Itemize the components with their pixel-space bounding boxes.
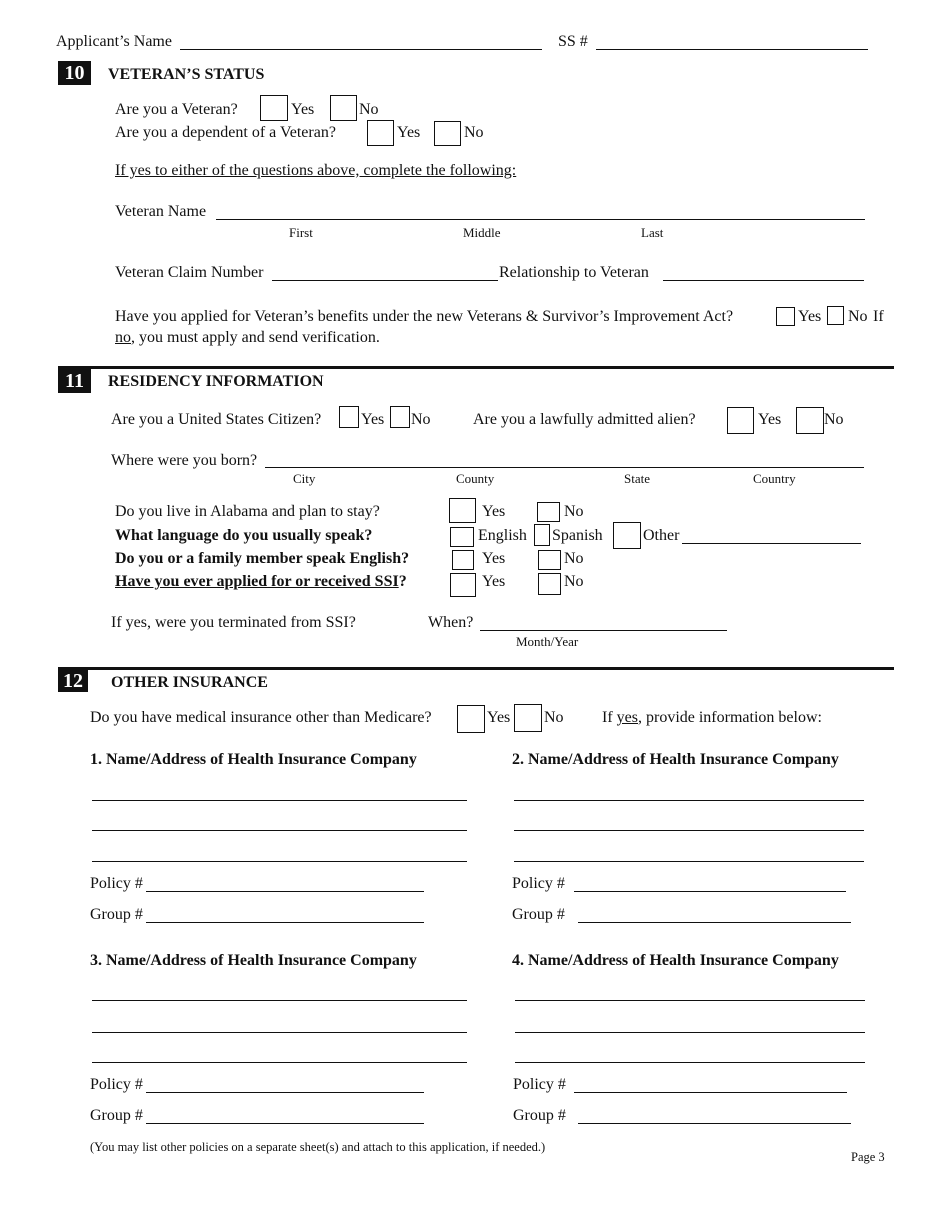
section-12-rule [58,667,894,670]
family-english-yes-label: Yes [482,550,506,567]
benefits-no-checkbox[interactable] [827,306,844,325]
family-english-yes-checkbox[interactable] [452,550,474,570]
born-field[interactable] [265,467,864,468]
company-1-group-field[interactable] [146,922,424,923]
alien-yes-checkbox[interactable] [727,407,754,434]
company-3-group-label: Group # [90,1107,143,1124]
alabama-question: Do you live in Alabama and plan to stay? [115,503,380,520]
family-english-no-label: No [564,550,584,567]
dependent-yes-checkbox[interactable] [367,120,394,146]
company-4-policy-field[interactable] [574,1092,847,1093]
company-2-group-field[interactable] [578,922,851,923]
insurance-no-checkbox[interactable] [514,704,542,732]
company-3-heading: 3. Name/Address of Health Insurance Company [90,952,417,969]
benefits-yes-label: Yes [798,308,822,325]
applicant-name-field[interactable] [180,49,542,50]
alabama-yes-label: Yes [482,503,506,520]
claim-number-label: Veteran Claim Number [115,264,264,281]
section-11-rule [58,366,894,369]
dependent-no-checkbox[interactable] [434,121,461,146]
company-2-policy-field[interactable] [574,891,846,892]
section-11-title: RESIDENCY INFORMATION [108,373,324,390]
citizen-yes-checkbox[interactable] [339,406,359,428]
company-1-line-2[interactable] [92,830,467,831]
citizen-question: Are you a United States Citizen? [111,411,322,428]
company-4-group-label: Group # [513,1107,566,1124]
footnote: (You may list other policies on a separate sheet(s) and attach to this application, if needed.) [90,1140,546,1154]
insurance-if-text: If [602,709,613,726]
veteran-last-caption: Last [641,225,664,240]
born-label: Where were you born? [111,452,258,469]
company-2-heading: 2. Name/Address of Health Insurance Company [512,751,839,768]
family-english-question: Do you or a family member speak English? [115,550,410,567]
english-label: English [478,527,527,544]
company-4-group-field[interactable] [578,1123,851,1124]
company-2-line-1[interactable] [514,800,864,801]
benefits-verification-text [115,330,380,346]
other-language-label: Other [643,527,680,544]
claim-number-field[interactable] [272,280,498,281]
company-4-policy-label: Policy # [513,1076,566,1093]
dependent-yes-label: Yes [397,124,421,141]
ssi-yes-label: Yes [482,573,506,590]
veteran-name-label: Veteran Name [115,203,207,220]
insurance-instruction [602,710,822,726]
company-4-line-2[interactable] [515,1032,865,1033]
company-1-line-3[interactable] [92,861,467,862]
company-2-line-3[interactable] [514,861,864,862]
ssi-question-mark: ? [398,573,407,590]
month-year-caption: Month/Year [516,634,579,649]
when-label: When? [428,614,474,631]
alabama-yes-checkbox[interactable] [449,498,476,523]
relationship-field[interactable] [663,280,864,281]
alien-no-label: No [824,411,844,428]
dependent-no-label: No [464,124,484,141]
veteran-instruction: If yes to either of the questions above, complete the following: [115,162,517,179]
ssi-no-checkbox[interactable] [538,573,561,595]
company-1-group-label: Group # [90,906,143,923]
company-3-line-2[interactable] [92,1032,467,1033]
veteran-question: Are you a Veteran? [115,101,238,118]
when-field[interactable] [480,630,727,631]
ss-label: SS # [558,33,588,50]
insurance-no-label: No [544,709,564,726]
spanish-label: Spanish [552,527,603,544]
company-3-group-field[interactable] [146,1123,424,1124]
dependent-question: Are you a dependent of a Veteran? [115,124,336,141]
english-checkbox[interactable] [450,527,474,547]
citizen-yes-label: Yes [361,411,385,428]
company-2-policy-label: Policy # [512,875,565,892]
section-11-number: 11 [58,369,91,393]
language-question: What language do you usually speak? [115,527,373,544]
born-city-caption: City [293,471,316,486]
alien-yes-label: Yes [758,411,782,428]
citizen-no-label: No [411,411,431,428]
veteran-yes-label: Yes [291,101,315,118]
company-3-line-3[interactable] [92,1062,467,1063]
section-10-number: 10 [58,61,91,85]
company-3-policy-label: Policy # [90,1076,143,1093]
alabama-no-checkbox[interactable] [537,502,560,522]
veteran-no-label: No [359,101,379,118]
company-2-line-2[interactable] [514,830,864,831]
benefits-tail: , you must apply and send verification. [131,329,380,346]
company-2-group-label: Group # [512,906,565,923]
page-number: Page 3 [851,1150,885,1164]
company-1-line-1[interactable] [92,800,467,801]
other-language-field[interactable] [682,543,861,544]
other-language-checkbox[interactable] [613,522,641,549]
section-12-title: OTHER INSURANCE [111,674,268,691]
insurance-yes-word: yes [616,709,638,726]
company-1-heading: 1. Name/Address of Health Insurance Company [90,751,417,768]
insurance-provide-text: , provide information below: [637,709,822,726]
born-county-caption: County [456,471,495,486]
benefits-question: Have you applied for Veteran’s benefits under the new Veterans & Survivor’s Improvement Act? [115,308,734,325]
born-country-caption: Country [753,471,796,486]
veteran-no-checkbox[interactable] [330,95,357,121]
benefits-no-word: no [115,329,131,346]
terminated-question: If yes, were you terminated from SSI? [111,614,356,631]
relationship-label: Relationship to Veteran [499,264,649,281]
applicant-name-label: Applicant’s Name [56,33,172,50]
ss-field[interactable] [596,49,868,50]
spanish-checkbox[interactable] [534,524,550,546]
ssi-question-text: Have you ever applied for or received SSI [115,573,399,590]
veteran-first-caption: First [289,225,313,240]
insurance-yes-checkbox[interactable] [457,705,485,733]
company-1-policy-label: Policy # [90,875,143,892]
company-3-policy-field[interactable] [146,1092,424,1093]
benefits-if-text: If [873,308,884,325]
alabama-no-label: No [564,503,584,520]
veteran-yes-checkbox[interactable] [260,95,288,121]
veteran-name-field[interactable] [216,219,865,220]
section-12-number: 12 [58,670,88,692]
alien-no-checkbox[interactable] [796,407,824,434]
company-4-heading: 4. Name/Address of Health Insurance Company [512,952,839,969]
ssi-yes-checkbox[interactable] [450,573,476,597]
benefits-yes-checkbox[interactable] [776,307,795,326]
section-10-title: VETERAN’S STATUS [108,66,265,83]
company-4-line-1[interactable] [515,1000,865,1001]
company-4-line-3[interactable] [515,1062,865,1063]
born-state-caption: State [624,471,650,486]
veteran-middle-caption: Middle [463,225,501,240]
company-3-line-1[interactable] [92,1000,467,1001]
benefits-no-label: No [848,308,868,325]
insurance-question: Do you have medical insurance other than Medicare? [90,709,432,726]
citizen-no-checkbox[interactable] [390,406,410,428]
family-english-no-checkbox[interactable] [538,550,561,570]
company-1-policy-field[interactable] [146,891,424,892]
insurance-yes-label: Yes [487,709,511,726]
ssi-question [115,574,407,590]
ssi-no-label: No [564,573,584,590]
alien-question: Are you a lawfully admitted alien? [473,411,696,428]
